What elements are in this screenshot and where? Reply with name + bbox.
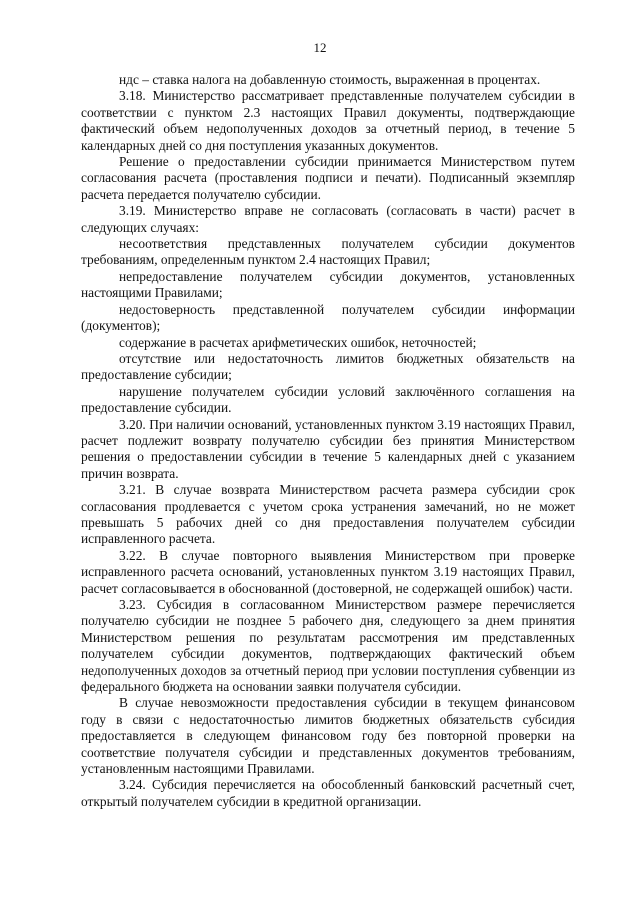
paragraph-impossibility: В случае невозможности предоставления субсидии в текущем финансовом году в связи с недостаточностью лимитов бюджетных обязательств субсидия предоставляется в следующем финансовом году без повторной проверки на соответствие получателя субсидии и представленных документов требованиям, установленным настоящими Правилами. [81, 695, 575, 777]
paragraph-nds-definition: ндс – ставка налога на добавленную стоимость, выраженная в процентах. [119, 72, 541, 87]
paragraph-3-24: 3.24. Субсидия перечисляется на обособленный банковский расчетный счет, открытый получателем субсидии в кредитной организации. [81, 777, 575, 809]
paragraph-decision: Решение о предоставлении субсидии принимается Министерством путем согласования расчета (проставления подписи и печати). Подписанный экземпляр расчета передается получателю субсидии. [81, 154, 575, 202]
list-item-unreliable: недостоверность представленной получателем субсидии информации (документов); [81, 301, 575, 334]
paragraph-3-20: 3.20. При наличии оснований, установленных пунктом 3.19 настоящих Правил, расчет подлежит возврату получателю субсидии без принятия Министерством решения о предоставлении субсидии в течение 5 календарных дней с указанием причин возврата. [81, 416, 575, 481]
list-item-violation: нарушение получателем субсидии условий заключённого соглашения на предоставление субсидии. [81, 383, 575, 416]
page-number: 12 [313, 40, 327, 55]
list-item-mismatch: несоответствия представленных получателем субсидии документов требованиям, определенным пунктом 2.4 настоящих Правил; [81, 236, 575, 268]
paragraph-3-19: 3.19. Министерство вправе не согласовать (согласовать в части) расчет в следующих случаях: [81, 203, 575, 235]
list-item-limits: отсутствие или недостаточность лимитов бюджетных обязательств на предоставление субсидии; [81, 350, 575, 383]
paragraph-3-18: 3.18. Министерство рассматривает представленные получателем субсидии в соответствии с пунктом 2.3 настоящих Правил документы, подтверждающие фактический объем недополученных доходов за отчетный период, в течение 5 календарных дней со дня поступления указанных документов. [81, 88, 575, 153]
paragraph-3-23: 3.23. Субсидия в согласованном Министерством размере перечисляется получателю субсидии не позднее 5 рабочего дня, следующего за днем принятия Министерством решения по результатам рассмотрения им представленных получателем субсидии документов, подтверждающих фактический объем недополученных доходов за отчетный период при условии поступления субвенции из федерального бюджета на основании заявки получателя субсидии. [81, 597, 575, 695]
document-body [81, 72, 575, 810]
list-item-not-provided: непредоставление получателем субсидии документов, установленных настоящими Правилами; [81, 268, 575, 301]
paragraph-3-21: 3.21. В случае возврата Министерством расчета размера субсидии срок согласования продлевается с учетом срока устранения замечаний, но не может превышать 5 рабочих дней со дня предоставления получателем субсидии исправленного расчета. [81, 482, 575, 547]
paragraph-3-22: 3.22. В случае повторного выявления Министерством при проверке исправленного расчета оснований, установленных пунктом 3.19 настоящих Правил, расчет согласовывается в обоснованной (достоверной, не содержащей ошибок) части. [81, 547, 575, 596]
list-item-errors: содержание в расчетах арифметических ошибок, неточностей; [119, 334, 477, 350]
